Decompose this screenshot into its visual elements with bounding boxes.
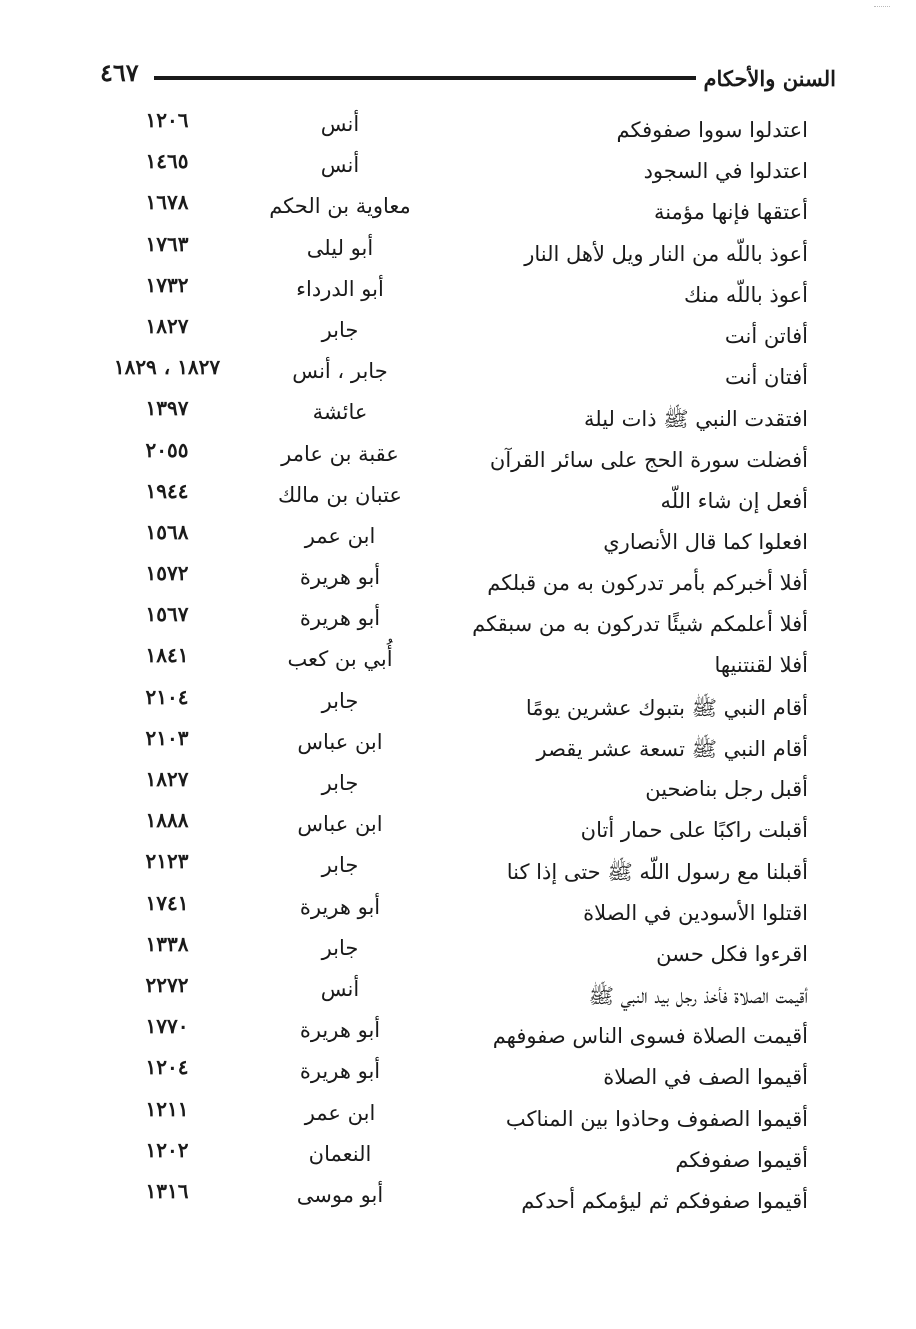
hadith-text: أفلا أخبركم بأمر تدركون به من قبلكم	[487, 571, 808, 596]
reference-number: ١٨٨٨	[145, 808, 189, 833]
header-rule	[154, 76, 696, 80]
hadith-text: أقيمت الصلاة فأخذ رجل بيد النبي ﷺ	[588, 983, 808, 1008]
narrator: جابر	[321, 317, 359, 342]
hadith-text: أعوذ باللّه من النار ويل لأهل النار	[524, 241, 808, 266]
reference-number: ١٣١٦	[145, 1178, 189, 1203]
narrator: ابن عمر	[304, 523, 376, 548]
index-entry	[92, 891, 836, 932]
index-entry	[92, 108, 836, 149]
hadith-text: أقام النبي ﷺ بتبوك عشرين يومًا	[525, 695, 808, 720]
hadith-text: أفتان أنت	[724, 365, 808, 390]
index-entry	[92, 602, 836, 643]
reference-number: ١٤٦٥	[145, 149, 189, 174]
hadith-text: أعوذ باللّه منك	[683, 282, 808, 307]
reference-number: ١٢١١	[145, 1096, 189, 1121]
index-entry	[92, 149, 836, 190]
reference-number: ١٣٩٧	[145, 396, 189, 421]
index-entry	[92, 726, 836, 767]
reference-number: ١٨٤١	[145, 643, 189, 668]
hadith-text: أقام النبي ﷺ تسعة عشر يقصر	[536, 736, 808, 761]
index-entry	[92, 1014, 836, 1055]
hadith-text: أفضلت سورة الحج على سائر القرآن	[489, 447, 808, 472]
reference-number: ١٢٠٢	[145, 1137, 189, 1162]
narrator: جابر ، أنس	[292, 359, 388, 384]
narrator: أنس	[320, 153, 360, 178]
reference-number: ١٩٤٤	[145, 478, 189, 503]
index-entry	[92, 355, 836, 396]
hadith-text: اعتدلوا سووا صفوفكم	[616, 118, 808, 142]
reference-number: ٢١٠٣	[145, 725, 189, 750]
reference-number: ١٧٦٣	[145, 231, 189, 256]
reference-number: ١٧٧٠	[145, 1014, 189, 1039]
hadith-text: اعتدلوا في السجود	[643, 159, 808, 184]
narrator: عتبان بن مالك	[278, 482, 402, 507]
page-header	[92, 56, 836, 96]
narrator: أنس	[320, 112, 360, 136]
hadith-text: أفعل إن شاء اللّه	[660, 488, 808, 513]
narrator: أبو موسى	[296, 1182, 384, 1207]
book-title: السنن والأحكام	[703, 66, 836, 91]
hadith-text: أقبلنا مع رسول اللّه ﷺ حتى إذا كنا	[506, 860, 808, 885]
narrator: معاوية بن الحكم	[269, 194, 411, 219]
narrator: عقبة بن عامر	[281, 441, 399, 466]
index-entry	[92, 1179, 836, 1220]
reference-number: ١٨٢٧	[145, 767, 189, 791]
reference-number: ١٨٢٧	[145, 313, 189, 338]
reference-number: ١٢٠٦	[145, 108, 189, 132]
index-entry	[92, 520, 836, 561]
hadith-text: أقيموا صفوفكم	[675, 1147, 808, 1172]
index-entry	[92, 479, 836, 520]
hadith-text: أفلا لقنتنيها	[714, 653, 808, 678]
index-entry	[92, 190, 836, 231]
index-entry	[92, 232, 836, 273]
reference-number: ١٢٠٤	[145, 1055, 189, 1080]
narrator: جابر	[321, 853, 359, 878]
reference-number: ١٧٤١	[145, 890, 189, 915]
hadith-text: اقرءوا فكل حسن	[656, 941, 808, 966]
reference-number: ١٨٢٧ ، ١٨٢٩	[113, 355, 221, 380]
narrator: ابن عمر	[304, 1100, 376, 1125]
reference-number: ١٥٧٢	[145, 561, 189, 586]
narrator: ابن عباس	[297, 812, 383, 837]
reference-number: ١٣٣٨	[145, 931, 189, 956]
hadith-text: اقتلوا الأسودين في الصلاة	[583, 900, 808, 925]
narrator: جابر	[321, 935, 359, 960]
index-entry	[92, 438, 836, 479]
narrator: جابر	[321, 771, 359, 795]
narrator: النعمان	[308, 1141, 372, 1166]
index-entry	[92, 1097, 836, 1138]
index-entry	[92, 973, 836, 1014]
narrator: أبو هريرة	[299, 894, 381, 919]
index-entry	[92, 1138, 836, 1179]
index-entry	[92, 808, 836, 849]
narrator: أبو هريرة	[299, 1059, 381, 1084]
narrator: أُبي بن كعب	[287, 647, 393, 672]
hadith-text: أقيموا صفوفكم ثم ليؤمكم أحدكم	[521, 1188, 808, 1213]
reference-number: ٢١٢٣	[145, 849, 189, 874]
index-entry	[92, 932, 836, 973]
narrator: أبو هريرة	[299, 606, 381, 631]
hadith-text: أعتقها فإنها مؤمنة	[653, 200, 808, 225]
reference-number: ١٥٦٨	[145, 519, 189, 544]
hadith-text: أفاتن أنت	[724, 323, 808, 348]
narrator: عائشة	[312, 400, 368, 425]
index-entry	[92, 685, 836, 726]
index-entry	[92, 396, 836, 437]
index-entry	[92, 767, 836, 808]
hadith-text: أقبل رجل بناضحين	[645, 777, 808, 801]
narrator: جابر	[321, 688, 359, 713]
narrator: أبو هريرة	[299, 1018, 381, 1043]
page-number: ٤٦٧	[100, 58, 139, 87]
reference-number: ١٦٧٨	[145, 190, 189, 215]
reference-number: ٢٠٥٥	[145, 437, 189, 462]
reference-number: ٢٢٧٢	[145, 972, 189, 997]
hadith-text: أقيمت الصلاة فسوى الناس صفوفهم	[492, 1024, 808, 1049]
reference-number: ١٧٣٢	[145, 272, 189, 297]
hadith-text: أقيموا الصفوف وحاذوا بين المناكب	[505, 1106, 808, 1131]
page-corner-mark	[874, 6, 890, 15]
narrator: أبو ليلى	[306, 235, 374, 260]
index-entry	[92, 643, 836, 684]
hadith-text: افعلوا كما قال الأنصاري	[603, 529, 808, 554]
hadith-text: أفلا أعلمكم شيئًا تدركون به من سبقكم	[472, 612, 808, 637]
hadith-text: افتقدت النبي ﷺ ذات ليلة	[583, 407, 808, 432]
narrator: أبو هريرة	[299, 565, 381, 590]
index-entry	[92, 273, 836, 314]
hadith-text: أقيموا الصف في الصلاة	[603, 1065, 808, 1090]
narrator: أنس	[320, 976, 360, 1001]
hadith-index-list	[92, 108, 836, 1220]
narrator: ابن عباس	[297, 729, 383, 754]
index-entry	[92, 1055, 836, 1096]
index-entry	[92, 849, 836, 890]
index-entry	[92, 314, 836, 355]
narrator: أبو الدرداء	[296, 276, 384, 301]
index-entry	[92, 561, 836, 602]
reference-number: ٢١٠٤	[145, 684, 189, 709]
reference-number: ١٥٦٧	[145, 602, 189, 627]
hadith-text: أقبلت راكبًا على حمار أتان	[580, 818, 808, 843]
